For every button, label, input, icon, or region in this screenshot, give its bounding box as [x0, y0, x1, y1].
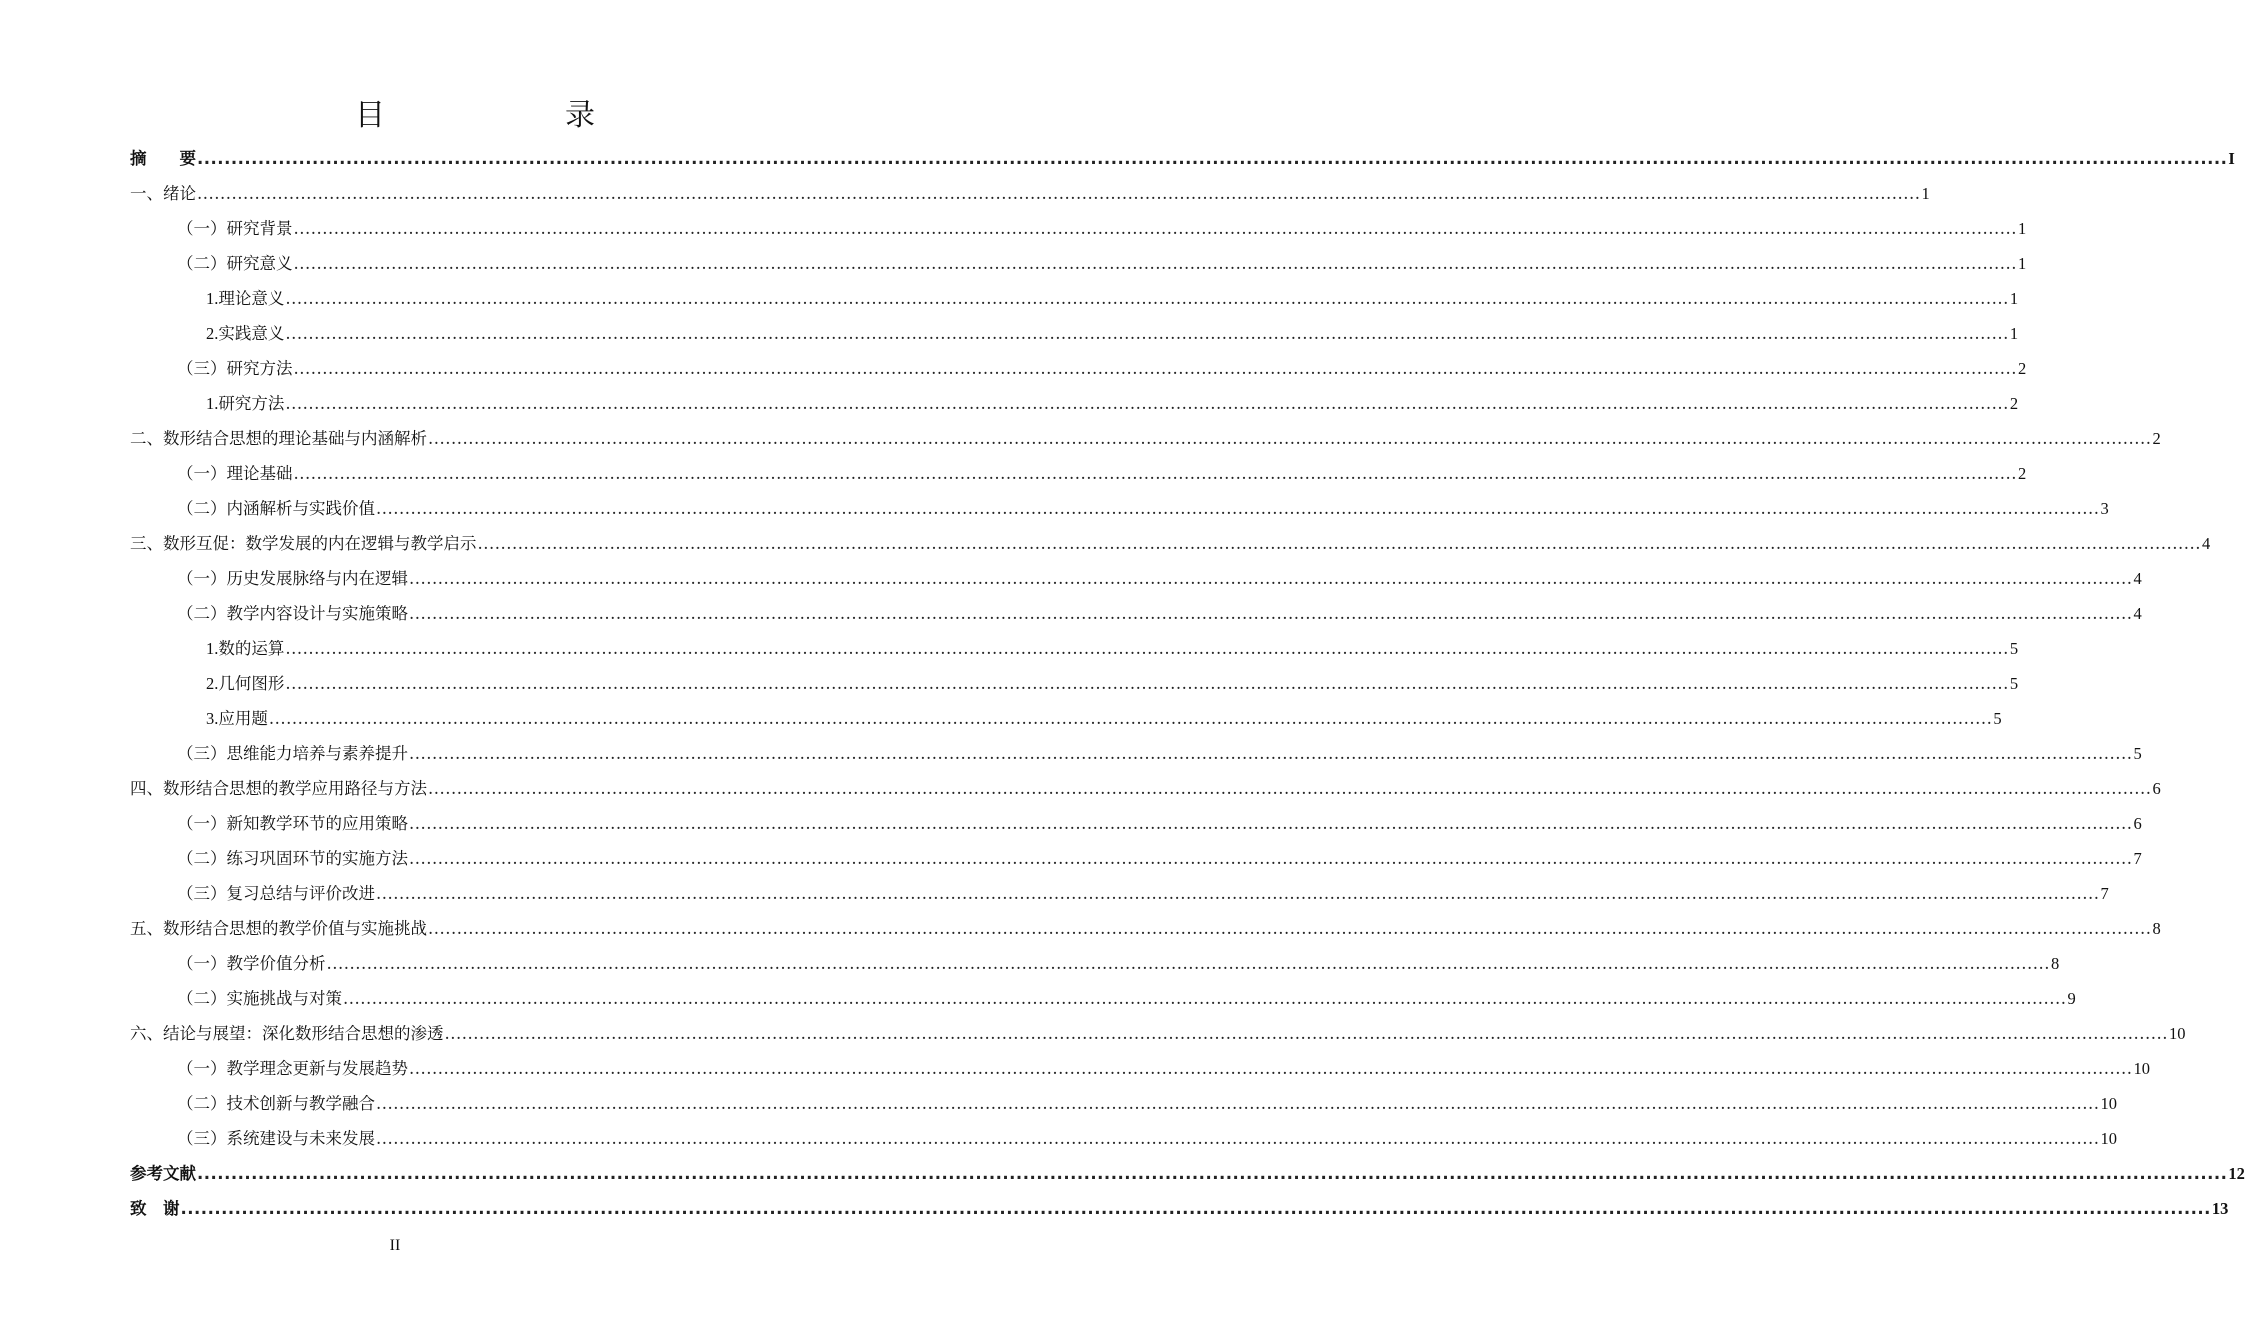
dot-leader: ............................................................................................................................................................................................................................................................................................................: [293, 464, 2017, 483]
dot-leader: ............................................................................................................................................................................................................................................................................................................: [409, 849, 2133, 868]
toc-entry[interactable]: [130, 211, 2027, 246]
dot-leader: ............................................................................................................................................................................................................................................................................................................: [197, 184, 1921, 203]
toc-entry-prefix: 1.: [206, 639, 219, 658]
toc-entry-prefix: 三、: [130, 534, 163, 553]
table-of-contents: [130, 141, 2245, 1226]
toc-entry-prefix: （二）: [177, 849, 227, 868]
toc-entry-page: 2: [2017, 464, 2027, 483]
toc-entry-label: 研究方法: [226, 359, 293, 378]
toc-entry[interactable]: [130, 1086, 2117, 1121]
dot-leader: ............................................................................................................................................................................................................................................................................................................: [293, 219, 2017, 238]
toc-entry-page: 1: [2017, 254, 2027, 273]
toc-entry-page: 4: [2201, 534, 2211, 553]
toc-entry-label: 教学价值分析: [226, 954, 326, 973]
toc-entry[interactable]: [130, 176, 1930, 211]
toc-entry-label: 实施挑战与对策: [226, 989, 342, 1008]
toc-entry[interactable]: [130, 421, 2161, 456]
dot-leader: ............................................................................................................................................................................................................................................................................................................: [428, 919, 2152, 938]
toc-entry-page: 6: [2152, 779, 2161, 798]
toc-entry-prefix: 五、: [130, 919, 163, 938]
toc-entry-prefix: 二、: [130, 429, 163, 448]
toc-entry[interactable]: [130, 911, 2161, 946]
toc-entry-page: 8: [2152, 919, 2161, 938]
toc-entry[interactable]: [130, 351, 2027, 386]
toc-entry-label: 参考文献: [130, 1164, 196, 1183]
toc-entry-page: I: [2228, 149, 2235, 168]
toc-entry-prefix: （二）: [177, 499, 227, 518]
page-number-footer: II: [389, 1237, 401, 1254]
toc-entry-page: 10: [2100, 1129, 2117, 1148]
toc-entry[interactable]: [130, 526, 2211, 561]
toc-entry[interactable]: [130, 456, 2027, 491]
toc-entry-page: 10: [2168, 1024, 2186, 1043]
dot-leader: ............................................................................................................................................................................................................................................................................................................: [376, 499, 2100, 518]
toc-entry-page: 4: [2133, 604, 2142, 623]
toc-entry[interactable]: [130, 561, 2142, 596]
toc-entry-label: 思维能力培养与素养提升: [226, 744, 408, 763]
toc-entry[interactable]: [130, 141, 2235, 176]
toc-entry-prefix: （一）: [177, 814, 227, 833]
toc-entry-prefix: （一）: [177, 219, 227, 238]
toc-entry-prefix: 3.: [206, 709, 219, 728]
toc-entry[interactable]: [130, 701, 2002, 736]
dot-leader: ............................................................................................................................................................................................................................................................................................................: [285, 289, 2009, 308]
toc-entry-label: 理论基础: [226, 464, 293, 483]
dot-leader: ............................................................................................................................................................................................................................................................................................................: [180, 1199, 2211, 1218]
toc-entry-label: 实践意义: [218, 324, 285, 343]
toc-entry-label: 新知教学环节的应用策略: [226, 814, 408, 833]
dot-leader: ............................................................................................................................................................................................................................................................................................................: [293, 359, 2017, 378]
toc-entry[interactable]: [130, 841, 2142, 876]
toc-entry-label: 几何图形: [218, 674, 285, 693]
toc-entry-prefix: （二）: [177, 1094, 227, 1113]
toc-entry-prefix: （一）: [177, 569, 227, 588]
toc-entry[interactable]: [130, 281, 2019, 316]
toc-entry-page: 2: [2152, 429, 2161, 448]
dot-leader: ............................................................................................................................................................................................................................................................................................................: [409, 744, 2133, 763]
toc-entry[interactable]: [130, 246, 2027, 281]
toc-entry-prefix: （三）: [177, 1129, 227, 1148]
dot-leader: ............................................................................................................................................................................................................................................................................................................: [285, 394, 2009, 413]
dot-leader: ............................................................................................................................................................................................................................................................................................................: [285, 324, 2009, 343]
toc-entry[interactable]: [130, 1016, 2186, 1051]
dot-leader: ............................................................................................................................................................................................................................................................................................................: [444, 1024, 2168, 1043]
toc-entry-label: 数形结合思想的理论基础与内涵解析: [163, 429, 427, 448]
toc-entry-prefix: （三）: [177, 359, 227, 378]
toc-entry-prefix: （二）: [177, 254, 227, 273]
toc-entry-page: 2: [2009, 394, 2019, 413]
toc-entry-page: 10: [2133, 1059, 2150, 1078]
toc-entry-prefix: 1.: [206, 289, 219, 308]
dot-leader: ............................................................................................................................................................................................................................................................................................................: [197, 149, 2228, 168]
dot-leader: ............................................................................................................................................................................................................................................................................................................: [285, 639, 2009, 658]
dot-leader: ............................................................................................................................................................................................................................................................................................................: [376, 1094, 2100, 1113]
toc-entry-page: 3: [2100, 499, 2109, 518]
toc-entry-label: 练习巩固环节的实施方法: [226, 849, 408, 868]
dot-leader: ............................................................................................................................................................................................................................................................................................................: [428, 429, 2152, 448]
toc-entry[interactable]: [130, 946, 2060, 981]
toc-entry[interactable]: [130, 771, 2161, 806]
toc-entry-label: 应用题: [218, 709, 268, 728]
toc-entry-label: 系统建设与未来发展: [226, 1129, 375, 1148]
toc-entry-prefix: 六、: [130, 1024, 163, 1043]
toc-entry[interactable]: [130, 1051, 2150, 1086]
toc-entry[interactable]: [130, 806, 2142, 841]
dot-leader: ............................................................................................................................................................................................................................................................................................................: [428, 779, 2152, 798]
toc-entry-label: 研究方法: [218, 394, 285, 413]
toc-entry-prefix: 1.: [206, 394, 219, 413]
toc-entry-page: 2: [2017, 359, 2027, 378]
dot-leader: ............................................................................................................................................................................................................................................................................................................: [409, 604, 2133, 623]
toc-entry-label: 教学理念更新与发展趋势: [226, 1059, 408, 1078]
toc-entry[interactable]: [130, 596, 2142, 631]
toc-entry[interactable]: [130, 386, 2019, 421]
toc-entry[interactable]: [130, 736, 2142, 771]
toc-entry[interactable]: [130, 631, 2019, 666]
toc-entry-prefix: （三）: [177, 744, 227, 763]
toc-entry-page: 5: [2009, 639, 2019, 658]
toc-entry-label: 复习总结与评价改进: [226, 884, 375, 903]
toc-entry-page: 10: [2100, 1094, 2117, 1113]
toc-entry[interactable]: [130, 1156, 2245, 1191]
dot-leader: ............................................................................................................................................................................................................................................................................................................: [326, 954, 2050, 973]
toc-entry-page: 4: [2133, 569, 2142, 588]
toc-entry-label: 技术创新与教学融合: [226, 1094, 375, 1113]
toc-entry-page: 13: [2211, 1199, 2229, 1218]
toc-entry-label: 数形结合思想的教学价值与实施挑战: [163, 919, 427, 938]
toc-entry-prefix: （二）: [177, 604, 227, 623]
toc-entry-label: 教学内容设计与实施策略: [226, 604, 408, 623]
toc-entry-page: 9: [2067, 989, 2076, 1008]
toc-entry-prefix: 2.: [206, 674, 219, 693]
toc-entry-page: 1: [2009, 289, 2019, 308]
toc-entry-page: 1: [2017, 219, 2027, 238]
toc-entry-label: 结论与展望：深化数形结合思想的渗透: [163, 1024, 444, 1043]
toc-entry[interactable]: [130, 1191, 2229, 1226]
dot-leader: ............................................................................................................................................................................................................................................................................................................: [197, 1164, 2228, 1183]
toc-entry-label: 内涵解析与实践价值: [226, 499, 375, 518]
toc-entry-label: 历史发展脉络与内在逻辑: [226, 569, 408, 588]
toc-entry[interactable]: [130, 876, 2109, 911]
toc-entry-page: 1: [1921, 184, 1930, 203]
dot-leader: ............................................................................................................................................................................................................................................................................................................: [343, 989, 2067, 1008]
toc-entry-prefix: 一、: [130, 184, 163, 203]
toc-entry-prefix: （一）: [177, 464, 227, 483]
toc-entry-page: 6: [2133, 814, 2142, 833]
toc-entry-prefix: 四、: [130, 779, 163, 798]
dot-leader: ............................................................................................................................................................................................................................................................................................................: [409, 1059, 2133, 1078]
toc-entry-label: 数的运算: [218, 639, 285, 658]
toc-entry-label: 摘 要: [130, 149, 196, 168]
toc-entry-label: 绪论: [163, 184, 196, 203]
dot-leader: ............................................................................................................................................................................................................................................................................................................: [376, 884, 2100, 903]
toc-entry-prefix: （三）: [177, 884, 227, 903]
toc-entry[interactable]: [130, 666, 2019, 701]
dot-leader: ............................................................................................................................................................................................................................................................................................................: [477, 534, 2201, 553]
dot-leader: ............................................................................................................................................................................................................................................................................................................: [268, 709, 1993, 728]
toc-entry-page: 5: [1993, 709, 2002, 728]
page-title: 目 录: [355, 98, 635, 133]
toc-entry-page: 1: [2009, 324, 2019, 343]
dot-leader: ............................................................................................................................................................................................................................................................................................................: [409, 569, 2133, 588]
toc-entry-label: 致 谢: [130, 1199, 180, 1218]
toc-entry-label: 数形互促：数学发展的内在逻辑与教学启示: [163, 534, 477, 553]
toc-entry-label: 数形结合思想的教学应用路径与方法: [163, 779, 427, 798]
dot-leader: ............................................................................................................................................................................................................................................................................................................: [376, 1129, 2100, 1148]
toc-entry-prefix: 2.: [206, 324, 219, 343]
toc-entry-page: 12: [2228, 1164, 2245, 1183]
toc-entry-label: 理论意义: [218, 289, 285, 308]
toc-entry-page: 5: [2133, 744, 2142, 763]
toc-entry-label: 研究背景: [226, 219, 293, 238]
toc-entry-page: 7: [2133, 849, 2142, 868]
toc-entry[interactable]: [130, 491, 2109, 526]
toc-entry-page: 7: [2100, 884, 2109, 903]
toc-entry-page: 5: [2009, 674, 2019, 693]
toc-entry-label: 研究意义: [226, 254, 293, 273]
toc-entry[interactable]: [130, 981, 2076, 1016]
toc-entry[interactable]: [130, 316, 2019, 351]
toc-entry-prefix: （一）: [177, 954, 227, 973]
toc-entry-prefix: （二）: [177, 989, 227, 1008]
toc-entry-prefix: （一）: [177, 1059, 227, 1078]
dot-leader: ............................................................................................................................................................................................................................................................................................................: [409, 814, 2133, 833]
dot-leader: ............................................................................................................................................................................................................................................................................................................: [293, 254, 2017, 273]
toc-entry-page: 8: [2050, 954, 2060, 973]
toc-entry[interactable]: [130, 1121, 2117, 1156]
dot-leader: ............................................................................................................................................................................................................................................................................................................: [285, 674, 2009, 693]
